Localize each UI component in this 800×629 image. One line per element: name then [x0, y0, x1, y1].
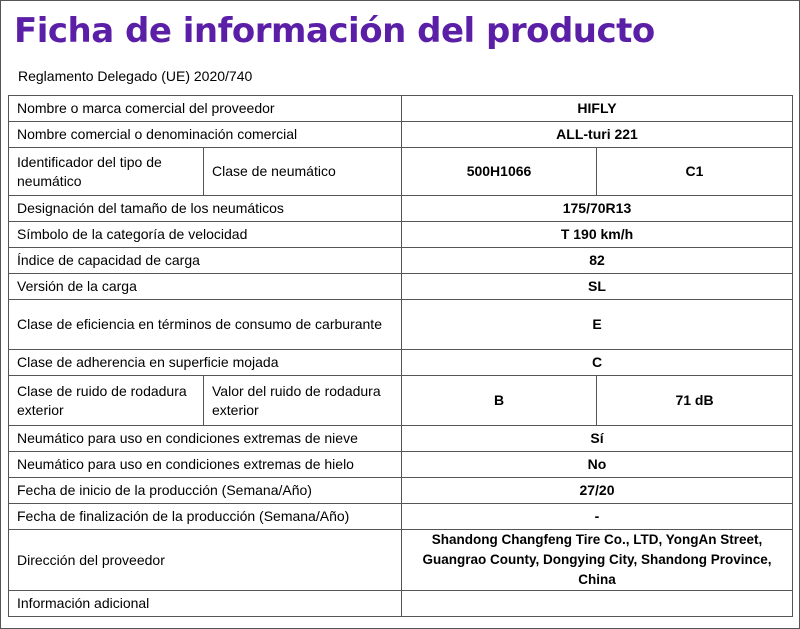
row-sublabel: Valor del ruido de rodadura exterior — [204, 376, 402, 426]
row-label: Clase de eficiencia en términos de consumo de carburante — [9, 300, 402, 350]
page-title: Ficha de información del producto — [14, 11, 655, 51]
row-label: Nombre comercial o denominación comercial — [9, 122, 402, 148]
table-row — [9, 274, 793, 300]
table-row — [9, 591, 793, 617]
row-sublabel: Clase de neumático — [204, 148, 402, 196]
row-label: Identificador del tipo de neumático — [9, 148, 204, 196]
table-row — [9, 478, 793, 504]
noise-db-value: 71 dB — [597, 376, 793, 426]
additional-info-value — [402, 591, 793, 617]
supplier-address-value: Shandong Changfeng Tire Co., LTD, YongAn Street, Guangrao County, Dongying City, Shandong Province, China — [402, 530, 793, 591]
table-row — [9, 504, 793, 530]
row-label: Clase de ruido de rodadura exterior — [9, 376, 204, 426]
row-label: Fecha de inicio de la producción (Semana/Año) — [9, 478, 402, 504]
load-index-value: 82 — [402, 248, 793, 274]
product-info-table — [8, 95, 793, 617]
table-row — [9, 248, 793, 274]
speed-value: T 190 km/h — [402, 222, 793, 248]
row-label: Neumático para uso en condiciones extremas de nieve — [9, 426, 402, 452]
row-label: Designación del tamaño de los neumáticos — [9, 196, 402, 222]
row-label: Fecha de finalización de la producción (Semana/Año) — [9, 504, 402, 530]
row-label: Neumático para uso en condiciones extremas de hielo — [9, 452, 402, 478]
table-row — [9, 96, 793, 122]
table-row — [9, 300, 793, 350]
fuel-class-value: E — [402, 300, 793, 350]
table-row — [9, 350, 793, 376]
tyre-class-value: C1 — [597, 148, 793, 196]
production-start-value: 27/20 — [402, 478, 793, 504]
type-id-value: 500H1066 — [402, 148, 597, 196]
row-label: Clase de adherencia en superficie mojada — [9, 350, 402, 376]
regulation-reference: Reglamento Delegado (UE) 2020/740 — [18, 68, 253, 84]
table-row — [9, 122, 793, 148]
production-end-value: - — [402, 504, 793, 530]
table-row — [9, 426, 793, 452]
table-row — [9, 148, 793, 196]
row-label: Dirección del proveedor — [9, 530, 402, 591]
table-row — [9, 376, 793, 426]
row-label: Versión de la carga — [9, 274, 402, 300]
wet-grip-value: C — [402, 350, 793, 376]
row-label: Información adicional — [9, 591, 402, 617]
trade-name-value: ALL-turi 221 — [402, 122, 793, 148]
snow-value: Sí — [402, 426, 793, 452]
row-label: Símbolo de la categoría de velocidad — [9, 222, 402, 248]
table-row — [9, 530, 793, 591]
table-row — [9, 196, 793, 222]
noise-class-value: B — [402, 376, 597, 426]
row-label: Índice de capacidad de carga — [9, 248, 402, 274]
table-row — [9, 222, 793, 248]
load-version-value: SL — [402, 274, 793, 300]
supplier-value: HIFLY — [402, 96, 793, 122]
table-row — [9, 452, 793, 478]
size-value: 175/70R13 — [402, 196, 793, 222]
ice-value: No — [402, 452, 793, 478]
row-label: Nombre o marca comercial del proveedor — [9, 96, 402, 122]
